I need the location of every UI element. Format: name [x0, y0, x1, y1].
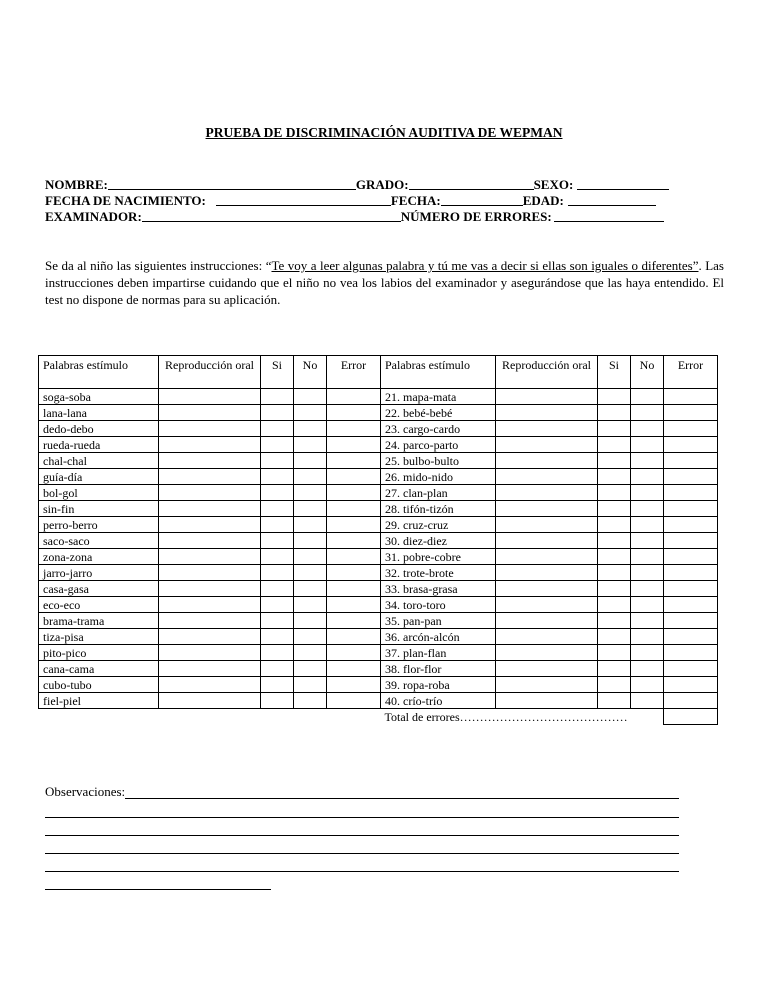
observations-line-2[interactable] [45, 800, 679, 818]
error-cell-right[interactable] [664, 597, 718, 613]
no-cell-right[interactable] [631, 549, 664, 565]
si-cell-left[interactable] [261, 485, 294, 501]
table-row [39, 485, 718, 501]
header-error-2: Error [664, 356, 718, 389]
stimulus-word-left: zona-zona [39, 549, 159, 565]
table-row [39, 501, 718, 517]
reproduction-cell-left[interactable] [159, 565, 261, 581]
error-cell-right[interactable] [664, 485, 718, 501]
stimulus-word-right: 36. arcón-alcón [381, 629, 496, 645]
no-cell-right[interactable] [631, 501, 664, 517]
fecha-nacimiento-blank[interactable] [216, 194, 391, 206]
error-cell-left[interactable] [327, 485, 381, 501]
no-cell-left[interactable] [294, 389, 327, 405]
reproduction-cell-right[interactable] [496, 693, 598, 709]
si-cell-right[interactable] [598, 421, 631, 437]
nombre-label: NOMBRE: [45, 177, 108, 192]
error-cell-left[interactable] [327, 661, 381, 677]
reproduction-cell-left[interactable] [159, 629, 261, 645]
reproduction-cell-left[interactable] [159, 661, 261, 677]
stimulus-word-left: casa-gasa [39, 581, 159, 597]
numero-errores-label: NÚMERO DE ERRORES: [400, 209, 552, 224]
table-row [39, 533, 718, 549]
si-cell-left[interactable] [261, 421, 294, 437]
no-cell-left[interactable] [294, 565, 327, 581]
si-cell-left[interactable] [261, 693, 294, 709]
sexo-blank[interactable] [577, 178, 669, 190]
si-cell-right[interactable] [598, 453, 631, 469]
no-cell-right[interactable] [631, 677, 664, 693]
si-cell-left[interactable] [261, 437, 294, 453]
no-cell-right[interactable] [631, 613, 664, 629]
stimulus-word-left: rueda-rueda [39, 437, 159, 453]
stimulus-word-left: cubo-tubo [39, 677, 159, 693]
stimulus-word-left: chal-chal [39, 453, 159, 469]
stimulus-word-right: 40. crío-trío [381, 693, 496, 709]
reproduction-cell-right[interactable] [496, 677, 598, 693]
table-row [39, 469, 718, 485]
no-cell-right[interactable] [631, 661, 664, 677]
error-cell-right[interactable] [664, 549, 718, 565]
nombre-blank[interactable] [108, 178, 356, 190]
table-row [39, 405, 718, 421]
no-cell-right[interactable] [631, 533, 664, 549]
error-cell-right[interactable] [664, 629, 718, 645]
error-cell-left[interactable] [327, 693, 381, 709]
si-cell-right[interactable] [598, 405, 631, 421]
table-row [39, 565, 718, 581]
numero-errores-blank[interactable] [554, 210, 664, 222]
no-cell-left[interactable] [294, 437, 327, 453]
reproduction-cell-left[interactable] [159, 597, 261, 613]
reproduction-cell-right[interactable] [496, 485, 598, 501]
table-row [39, 389, 718, 405]
no-cell-left[interactable] [294, 517, 327, 533]
total-errors-cell[interactable] [664, 709, 718, 725]
si-cell-right[interactable] [598, 437, 631, 453]
instructions-rest: . Las instrucciones deben impartirse cuidando que el niño no vea los labios del examinador y asegurándose que las haya entendido. El test no dispone de normas para su aplicación. [45, 258, 724, 307]
si-cell-right[interactable] [598, 501, 631, 517]
stimulus-word-left: eco-eco [39, 597, 159, 613]
reproduction-cell-right[interactable] [496, 565, 598, 581]
stimulus-word-right: 22. bebé-bebé [381, 405, 496, 421]
error-cell-right[interactable] [664, 501, 718, 517]
si-cell-left[interactable] [261, 533, 294, 549]
stimulus-word-right: 23. cargo-cardo [381, 421, 496, 437]
stimulus-word-left: brama-trama [39, 613, 159, 629]
grado-blank[interactable] [409, 178, 534, 190]
error-cell-right[interactable] [664, 565, 718, 581]
no-cell-left[interactable] [294, 597, 327, 613]
reproduction-cell-right[interactable] [496, 613, 598, 629]
stimulus-word-left: sin-fin [39, 501, 159, 517]
no-cell-left[interactable] [294, 629, 327, 645]
stimulus-word-right: 27. clan-plan [381, 485, 496, 501]
no-cell-right[interactable] [631, 517, 664, 533]
no-cell-left[interactable] [294, 469, 327, 485]
no-cell-left[interactable] [294, 405, 327, 421]
reproduction-cell-left[interactable] [159, 677, 261, 693]
error-cell-right[interactable] [664, 645, 718, 661]
error-cell-right[interactable] [664, 613, 718, 629]
error-cell-left[interactable] [327, 645, 381, 661]
si-cell-right[interactable] [598, 485, 631, 501]
no-cell-left[interactable] [294, 533, 327, 549]
reproduction-cell-right[interactable] [496, 389, 598, 405]
observations-first-line [45, 784, 679, 800]
instructions-quote: Te voy a leer algunas palabra y tú me vas a decir si ellas son iguales o diferentes” [271, 258, 699, 273]
no-cell-left[interactable] [294, 661, 327, 677]
error-cell-left[interactable] [327, 677, 381, 693]
observations-line-6[interactable] [45, 872, 271, 890]
error-cell-right[interactable] [664, 661, 718, 677]
examinador-label: EXAMINADOR: [45, 209, 142, 224]
examinador-blank[interactable] [142, 210, 401, 222]
si-cell-left[interactable] [261, 645, 294, 661]
si-cell-right[interactable] [598, 565, 631, 581]
stimulus-word-right: 37. plan-flan [381, 645, 496, 661]
total-row [39, 709, 718, 725]
error-cell-left[interactable] [327, 389, 381, 405]
table-row [39, 453, 718, 469]
stimulus-word-right: 29. cruz-cruz [381, 517, 496, 533]
reproduction-cell-left[interactable] [159, 389, 261, 405]
si-cell-left[interactable] [261, 613, 294, 629]
si-cell-left[interactable] [261, 549, 294, 565]
si-cell-left[interactable] [261, 405, 294, 421]
reproduction-cell-right[interactable] [496, 597, 598, 613]
error-cell-right[interactable] [664, 517, 718, 533]
field-row-1 [45, 176, 679, 192]
total-spacer [39, 709, 381, 725]
error-cell-left[interactable] [327, 437, 381, 453]
si-cell-right[interactable] [598, 629, 631, 645]
reproduction-cell-left[interactable] [159, 613, 261, 629]
reproduction-cell-right[interactable] [496, 645, 598, 661]
error-cell-left[interactable] [327, 613, 381, 629]
table-body [39, 389, 718, 709]
si-cell-right[interactable] [598, 597, 631, 613]
grado-label: GRADO: [355, 177, 409, 192]
stimulus-word-right: 28. tifón-tizón [381, 501, 496, 517]
stimulus-word-left: pito-pico [39, 645, 159, 661]
si-cell-left[interactable] [261, 661, 294, 677]
stimulus-word-right: 30. diez-diez [381, 533, 496, 549]
stimulus-word-right: 24. parco-parto [381, 437, 496, 453]
error-cell-left[interactable] [327, 549, 381, 565]
reproduction-cell-right[interactable] [496, 629, 598, 645]
si-cell-right[interactable] [598, 613, 631, 629]
error-cell-left[interactable] [327, 565, 381, 581]
no-cell-left[interactable] [294, 613, 327, 629]
error-cell-left[interactable] [327, 501, 381, 517]
error-cell-right[interactable] [664, 581, 718, 597]
no-cell-right[interactable] [631, 629, 664, 645]
edad-blank[interactable] [568, 194, 656, 206]
stimulus-word-left: fiel-piel [39, 693, 159, 709]
no-cell-right[interactable] [631, 469, 664, 485]
observations-line-4[interactable] [45, 836, 679, 854]
stimulus-word-left: cana-cama [39, 661, 159, 677]
reproduction-cell-right[interactable] [496, 661, 598, 677]
table-row [39, 549, 718, 565]
reproduction-cell-right[interactable] [496, 437, 598, 453]
observations-label: Observaciones: [45, 784, 126, 799]
no-cell-left[interactable] [294, 581, 327, 597]
stimulus-word-right: 26. mido-nido [381, 469, 496, 485]
no-cell-left[interactable] [294, 645, 327, 661]
no-cell-right[interactable] [631, 485, 664, 501]
stimulus-table [38, 355, 718, 725]
reproduction-cell-right[interactable] [496, 549, 598, 565]
table-row [39, 597, 718, 613]
fecha-label: FECHA: [390, 193, 441, 208]
total-label: Total de errores…………………………………… [384, 709, 628, 724]
reproduction-cell-right[interactable] [496, 581, 598, 597]
no-cell-left[interactable] [294, 501, 327, 517]
table-row [39, 677, 718, 693]
reproduction-cell-left[interactable] [159, 405, 261, 421]
reproduction-cell-right[interactable] [496, 453, 598, 469]
error-cell-left[interactable] [327, 629, 381, 645]
stimulus-word-right: 32. trote-brote [381, 565, 496, 581]
stimulus-word-left: perro-berro [39, 517, 159, 533]
reproduction-cell-right[interactable] [496, 421, 598, 437]
reproduction-cell-left[interactable] [159, 645, 261, 661]
si-cell-right[interactable] [598, 517, 631, 533]
si-cell-right[interactable] [598, 533, 631, 549]
header-no-1: No [294, 356, 327, 389]
si-cell-left[interactable] [261, 469, 294, 485]
si-cell-right[interactable] [598, 645, 631, 661]
stimulus-word-left: bol-gol [39, 485, 159, 501]
stimulus-word-right: 34. toro-toro [381, 597, 496, 613]
no-cell-left[interactable] [294, 485, 327, 501]
stimulus-word-left: jarro-jarro [39, 565, 159, 581]
stimulus-word-right: 39. ropa-roba [381, 677, 496, 693]
error-cell-right[interactable] [664, 453, 718, 469]
reproduction-cell-left[interactable] [159, 437, 261, 453]
fecha-blank[interactable] [441, 194, 523, 206]
reproduction-cell-left[interactable] [159, 453, 261, 469]
reproduction-cell-left[interactable] [159, 533, 261, 549]
si-cell-right[interactable] [598, 549, 631, 565]
reproduction-cell-right[interactable] [496, 533, 598, 549]
reproduction-cell-right[interactable] [496, 517, 598, 533]
document-title: PRUEBA DE DISCRIMINACIÓN AUDITIVA DE WEPMAN [205, 125, 563, 140]
error-cell-right[interactable] [664, 389, 718, 405]
observations-line-5[interactable] [45, 854, 679, 872]
no-cell-right[interactable] [631, 597, 664, 613]
error-cell-left[interactable] [327, 517, 381, 533]
error-cell-right[interactable] [664, 677, 718, 693]
stimulus-word-left: saco-saco [39, 533, 159, 549]
si-cell-left[interactable] [261, 517, 294, 533]
error-cell-right[interactable] [664, 405, 718, 421]
error-cell-right[interactable] [664, 693, 718, 709]
no-cell-left[interactable] [294, 677, 327, 693]
si-cell-left[interactable] [261, 389, 294, 405]
stimulus-word-left: lana-lana [39, 405, 159, 421]
table-row [39, 517, 718, 533]
error-cell-left[interactable] [327, 533, 381, 549]
stimulus-word-right: 33. brasa-grasa [381, 581, 496, 597]
si-cell-right[interactable] [598, 677, 631, 693]
si-cell-right[interactable] [598, 581, 631, 597]
reproduction-cell-left[interactable] [159, 581, 261, 597]
si-cell-right[interactable] [598, 469, 631, 485]
si-cell-left[interactable] [261, 597, 294, 613]
no-cell-right[interactable] [631, 565, 664, 581]
si-cell-right[interactable] [598, 389, 631, 405]
table-row [39, 629, 718, 645]
stimulus-word-left: dedo-debo [39, 421, 159, 437]
si-cell-left[interactable] [261, 453, 294, 469]
reproduction-cell-left[interactable] [159, 517, 261, 533]
stimulus-word-right: 21. mapa-mata [381, 389, 496, 405]
no-cell-right[interactable] [631, 437, 664, 453]
stimulus-word-right: 25. bulbo-bulto [381, 453, 496, 469]
header-fields [45, 176, 679, 224]
error-cell-right[interactable] [664, 437, 718, 453]
error-cell-left[interactable] [327, 597, 381, 613]
no-cell-left[interactable] [294, 421, 327, 437]
error-cell-left[interactable] [327, 469, 381, 485]
si-cell-left[interactable] [261, 501, 294, 517]
no-cell-right[interactable] [631, 421, 664, 437]
table-row [39, 693, 718, 709]
reproduction-cell-left[interactable] [159, 485, 261, 501]
reproduction-cell-right[interactable] [496, 469, 598, 485]
table-row [39, 421, 718, 437]
field-row-2 [45, 192, 679, 208]
header-reproduccion-1: Reproducción oral [159, 356, 261, 389]
header-reproduccion-2: Reproducción oral [496, 356, 598, 389]
table-header-row [39, 356, 718, 389]
si-cell-left[interactable] [261, 581, 294, 597]
header-palabras-2: Palabras estímulo [381, 356, 496, 389]
reproduction-cell-left[interactable] [159, 469, 261, 485]
stimulus-word-right: 35. pan-pan [381, 613, 496, 629]
observations-section [45, 784, 679, 890]
table-row [39, 581, 718, 597]
error-cell-right[interactable] [664, 533, 718, 549]
reproduction-cell-left[interactable] [159, 421, 261, 437]
error-cell-right[interactable] [664, 469, 718, 485]
fecha-nacimiento-label: FECHA DE NACIMIENTO: [45, 193, 206, 208]
sexo-label: SEXO: [533, 177, 574, 192]
table-row [39, 645, 718, 661]
edad-label: EDAD: [522, 193, 564, 208]
table-row [39, 661, 718, 677]
stimulus-word-right: 38. flor-flor [381, 661, 496, 677]
error-cell-right[interactable] [664, 421, 718, 437]
si-cell-left[interactable] [261, 677, 294, 693]
error-cell-left[interactable] [327, 581, 381, 597]
error-cell-left[interactable] [327, 421, 381, 437]
si-cell-right[interactable] [598, 661, 631, 677]
no-cell-left[interactable] [294, 453, 327, 469]
observations-blank-1[interactable] [125, 787, 679, 799]
error-cell-left[interactable] [327, 453, 381, 469]
stimulus-word-left: guía-día [39, 469, 159, 485]
no-cell-right[interactable] [631, 645, 664, 661]
header-error-1: Error [327, 356, 381, 389]
reproduction-cell-left[interactable] [159, 549, 261, 565]
no-cell-right[interactable] [631, 453, 664, 469]
no-cell-left[interactable] [294, 549, 327, 565]
no-cell-right[interactable] [631, 389, 664, 405]
header-no-2: No [631, 356, 664, 389]
si-cell-left[interactable] [261, 629, 294, 645]
field-row-3 [45, 208, 679, 224]
no-cell-right[interactable] [631, 405, 664, 421]
stimulus-word-right: 31. pobre-cobre [381, 549, 496, 565]
header-palabras-1: Palabras estímulo [39, 356, 159, 389]
reproduction-cell-left[interactable] [159, 501, 261, 517]
stimulus-word-left: tiza-pisa [39, 629, 159, 645]
table-row [39, 613, 718, 629]
header-si-1: Si [261, 356, 294, 389]
no-cell-right[interactable] [631, 581, 664, 597]
table-row [39, 437, 718, 453]
stimulus-word-left: soga-soba [39, 389, 159, 405]
reproduction-cell-right[interactable] [496, 501, 598, 517]
si-cell-left[interactable] [261, 565, 294, 581]
reproduction-cell-right[interactable] [496, 405, 598, 421]
si-cell-right[interactable] [598, 693, 631, 709]
no-cell-right[interactable] [631, 693, 664, 709]
instructions-intro: Se da al niño las siguientes instrucciones: “ [45, 258, 272, 273]
no-cell-left[interactable] [294, 693, 327, 709]
error-cell-left[interactable] [327, 405, 381, 421]
reproduction-cell-left[interactable] [159, 693, 261, 709]
observations-line-3[interactable] [45, 818, 679, 836]
header-si-2: Si [598, 356, 631, 389]
instructions-paragraph [45, 257, 724, 308]
